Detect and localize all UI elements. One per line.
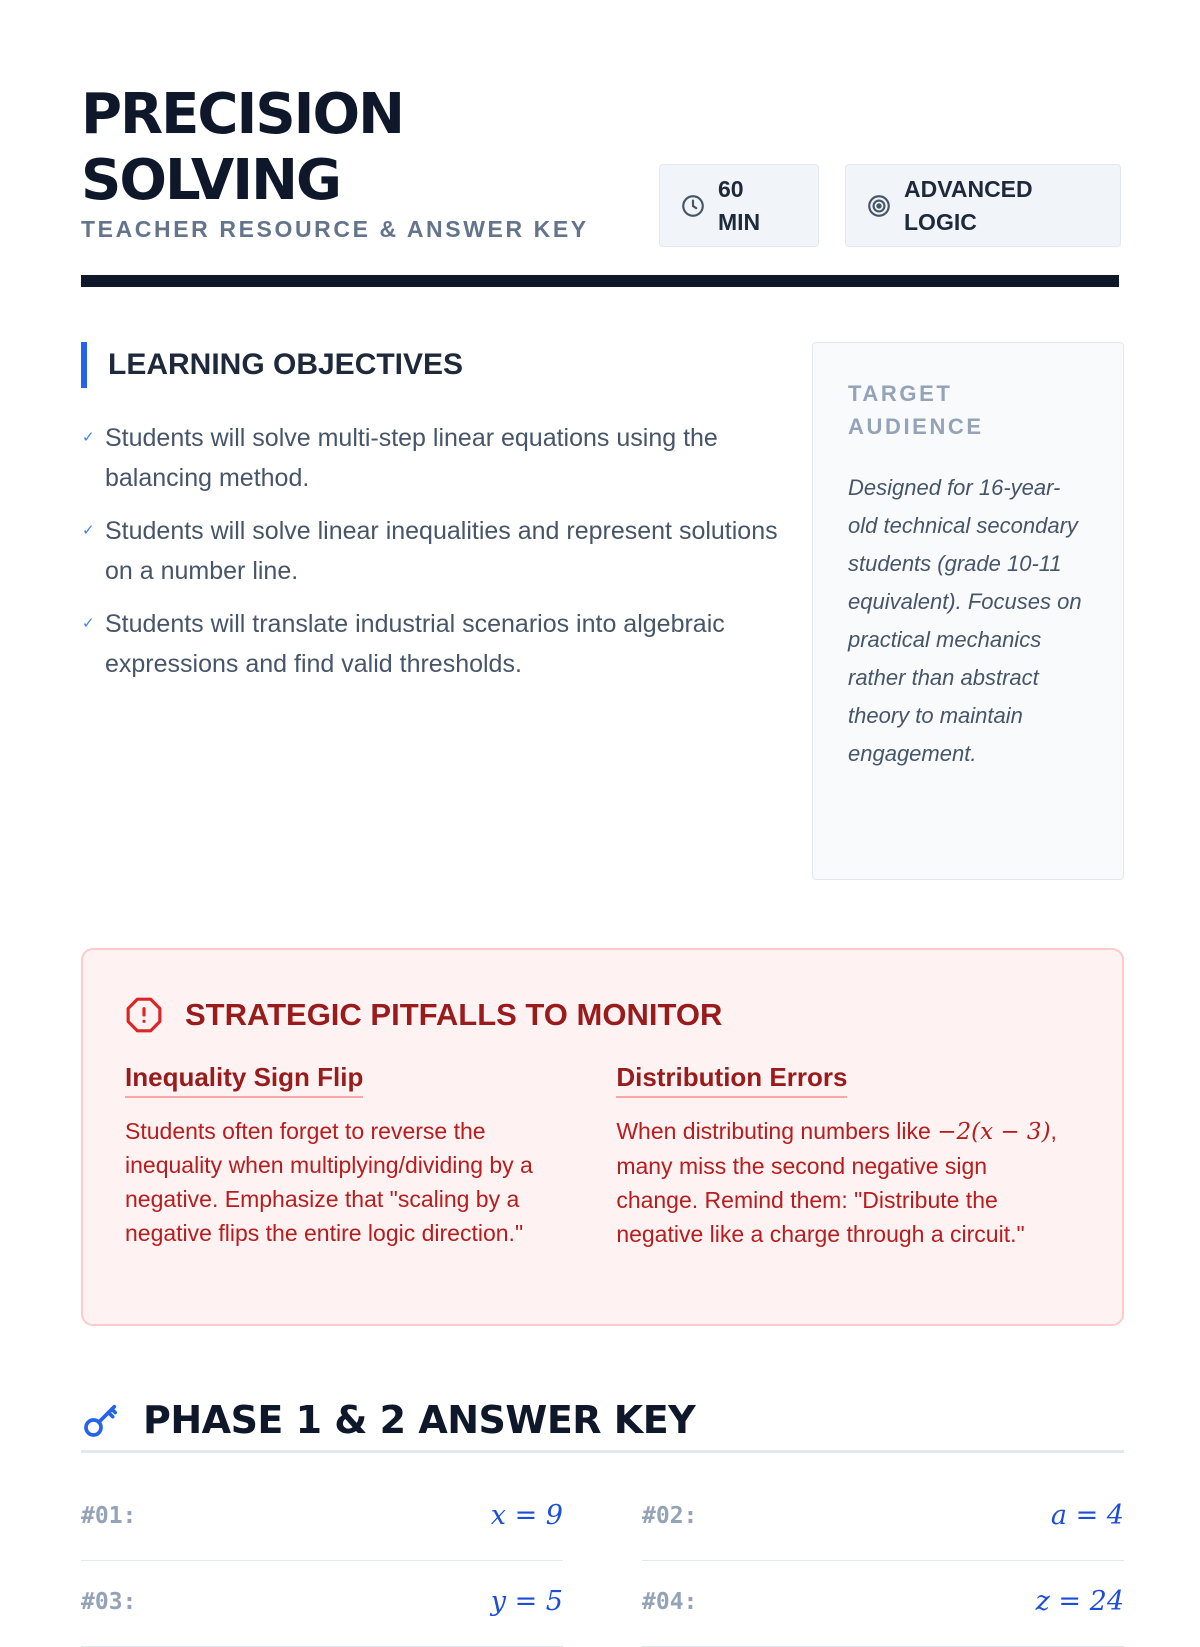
pitfalls-header: [125, 994, 1080, 1036]
answer-value: a = 4: [1050, 1500, 1124, 1531]
pitfall-item: [125, 1062, 616, 1251]
page-subtitle: TEACHER RESOURCE & ANSWER KEY: [81, 216, 589, 242]
objective-text: Students will translate industrial scenarios into algebraic expressions and find valid thresholds.: [105, 610, 725, 678]
check-icon: ✓: [82, 615, 95, 632]
answer-number: #04:: [642, 1588, 698, 1615]
pitfall-text: Students often forget to reverse the inequality when multiplying/dividing by a negative. Emphasize that "scaling by a negative flips the entire logic direction.": [125, 1118, 533, 1246]
answer-row: [81, 1475, 563, 1561]
check-icon: ✓: [82, 429, 95, 446]
answer-value: y = 5: [490, 1586, 563, 1617]
audience-title: TARGET AUDIENCE: [848, 381, 984, 439]
answer-key-heading: PHASE 1 & 2 ANSWER KEY: [143, 1397, 696, 1442]
target-icon: [866, 193, 892, 219]
answer-number: #02:: [642, 1502, 698, 1529]
objectives-heading: LEARNING OBJECTIVES: [81, 342, 781, 388]
pitfalls-heading: STRATEGIC PITFALLS TO MONITOR: [185, 997, 723, 1032]
clock-icon: [680, 193, 706, 219]
answer-row: [81, 1561, 563, 1647]
pitfall-item: [616, 1062, 1080, 1251]
answer-number: #03:: [81, 1588, 137, 1615]
objective-text: Students will solve multi-step linear equations using the balancing method.: [105, 424, 718, 492]
answer-key-header: [81, 1395, 1124, 1453]
audience-description: Designed for 16-year-old technical secondary students (grade 10-11 equivalent). Focuses on practical mechanics rather than abstract theory to maintain engagement.: [848, 475, 1082, 766]
list-item: [81, 511, 781, 591]
difficulty-badge: [845, 164, 1121, 247]
answer-row: [642, 1561, 1124, 1647]
title-line-1: PRECISION: [81, 82, 403, 147]
pitfall-text-before: When distributing numbers like: [616, 1118, 931, 1144]
page-title: [81, 82, 403, 214]
difficulty-label: ADVANCED LOGIC: [904, 175, 1033, 235]
learning-objectives-section: [81, 342, 781, 697]
answer-key-section: [81, 1395, 1124, 1647]
answer-value: x = 9: [490, 1500, 563, 1531]
answer-grid: [81, 1475, 1124, 1647]
pitfall-text-after: , many miss the second negative sign change. Remind them: "Distribute the negative like a charge through a circuit.": [616, 1118, 1057, 1247]
answer-number: #01:: [81, 1502, 137, 1529]
target-audience-card: [812, 342, 1124, 880]
pitfalls-columns: [125, 1062, 1080, 1251]
title-line-2: SOLVING: [81, 148, 340, 213]
pitfall-title: Inequality Sign Flip: [125, 1062, 363, 1098]
duration-badge: [659, 164, 819, 247]
objective-text: Students will solve linear inequalities and represent solutions on a number line.: [105, 517, 778, 585]
objectives-list: [81, 418, 781, 684]
pitfall-title: Distribution Errors: [616, 1062, 847, 1098]
list-item: [81, 418, 781, 498]
duration-label: 60 MIN: [718, 175, 761, 235]
alert-octagon-icon: [125, 996, 163, 1034]
math-expression: −2(x − 3): [937, 1119, 1051, 1145]
list-item: [81, 604, 781, 684]
pitfalls-callout: [81, 948, 1124, 1326]
key-icon: [81, 1400, 121, 1440]
check-icon: ✓: [82, 522, 95, 539]
page-header: [81, 0, 1119, 287]
answer-row: [642, 1475, 1124, 1561]
header-divider: [81, 275, 1119, 287]
answer-value: z = 24: [1035, 1586, 1124, 1617]
pitfall-text: [616, 1114, 1068, 1251]
